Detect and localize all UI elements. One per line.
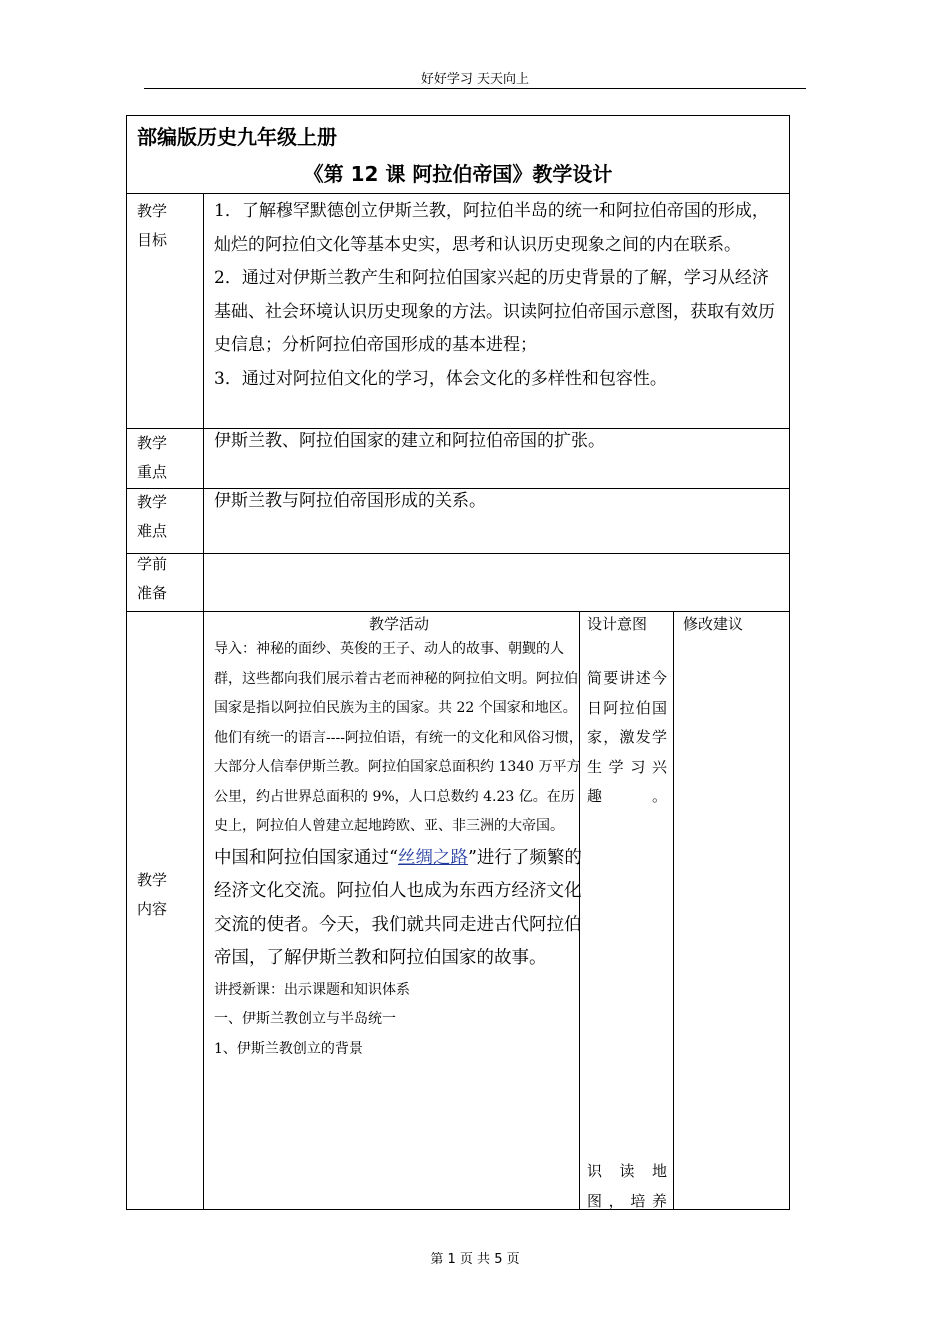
difficulties-row	[127, 489, 789, 554]
silk-road-link[interactable]: 丝绸之路	[397, 847, 468, 868]
design-column-header: 设计意图	[587, 615, 648, 633]
design-column-divider	[673, 612, 674, 1209]
goal-item: 3．通过对阿拉伯文化的学习，体会文化的多样性和包容性。	[214, 368, 667, 389]
preparation-label: 学前 准备	[137, 555, 168, 602]
silk-road-paragraph: 中国和阿拉伯国家通过“丝绸之路”进行了频繁的经济文化交流。阿拉伯人也成为东西方经济文化交流的使者。今天，我们就共同走进古代阿拉伯帝国，了解伊斯兰教和阿拉伯国家的故事。	[214, 847, 582, 968]
goal-item: 2．通过对伊斯兰教产生和阿拉伯国家兴起的历史背景的了解，学习从经济基础、社会环境认识历史现象的方法。识读阿拉伯帝国示意图，获取有效历史信息；分析阿拉伯帝国形成的基本进程；	[214, 268, 775, 355]
goals-text	[214, 195, 780, 396]
label-column-divider	[203, 194, 204, 1209]
content-row	[127, 612, 789, 1209]
section-heading: 一、伊斯兰教创立与半岛统一	[214, 1011, 396, 1027]
design-note-map: 识读地 图，培养	[587, 1162, 667, 1210]
title-row	[127, 116, 789, 194]
suggest-column-header: 修改建议	[683, 615, 744, 633]
goals-row	[127, 194, 789, 429]
goal-item: 1．了解穆罕默德创立伊斯兰教，阿拉伯半岛的统一和阿拉伯帝国的形成，灿烂的阿拉伯文化等基本史实，思考和认识历史现象之间的内在联系。	[214, 201, 769, 255]
page-header: 好好学习 天天向上	[420, 72, 530, 87]
teaching-activity	[214, 635, 584, 1064]
intro-paragraph: 导入：神秘的面纱、英俊的王子、动人的故事、朝觐的人群，这些都向我们展示着古老而神秘的阿拉伯文明。阿拉伯国家是指以阿拉伯民族为主的国家。共 22 个国家和地区。他们有统一的语言----阿拉伯语，有统一的文化和风俗习惯，大部分人信奉伊斯兰教。阿拉伯国家总面积约 1340 万平方公里，约占世界总面积的 9%，人口总数约 4.23 亿。在历史上，阿拉伯人曾建立起地跨欧、亚、非三洲的大帝国。	[214, 641, 583, 834]
goals-label: 教学 目标	[137, 202, 168, 249]
content-label: 教学 内容	[137, 871, 168, 918]
lesson-plan-table	[126, 115, 790, 1210]
header-rule	[144, 88, 806, 89]
subsection-heading: 1、伊斯兰教创立的背景	[214, 1040, 363, 1057]
difficulties-text: 伊斯兰教与阿拉伯帝国形成的关系。	[214, 491, 486, 511]
difficulties-label: 教学 难点	[137, 493, 168, 540]
activity-column-header: 教学活动	[368, 615, 429, 633]
new-lesson-text: 讲授新课：出示课题和知识体系	[214, 981, 410, 998]
key-points-text: 伊斯兰教、阿拉伯国家的建立和阿拉伯帝国的扩张。	[214, 431, 605, 451]
preparation-row	[127, 554, 789, 612]
activity-column-divider	[579, 612, 580, 1209]
doc-title-line1: 部编版历史九年级上册	[137, 125, 337, 149]
design-note: 简要讲述今日阿拉伯国家，激发学生学习兴趣。	[587, 669, 667, 805]
key-points-label: 教学 重点	[137, 434, 168, 481]
key-points-row	[127, 429, 789, 489]
page-footer: 第 1 页 共 5 页	[430, 1252, 520, 1267]
doc-title-line2: 《第 12 课 阿拉伯帝国》教学设计	[303, 162, 613, 186]
